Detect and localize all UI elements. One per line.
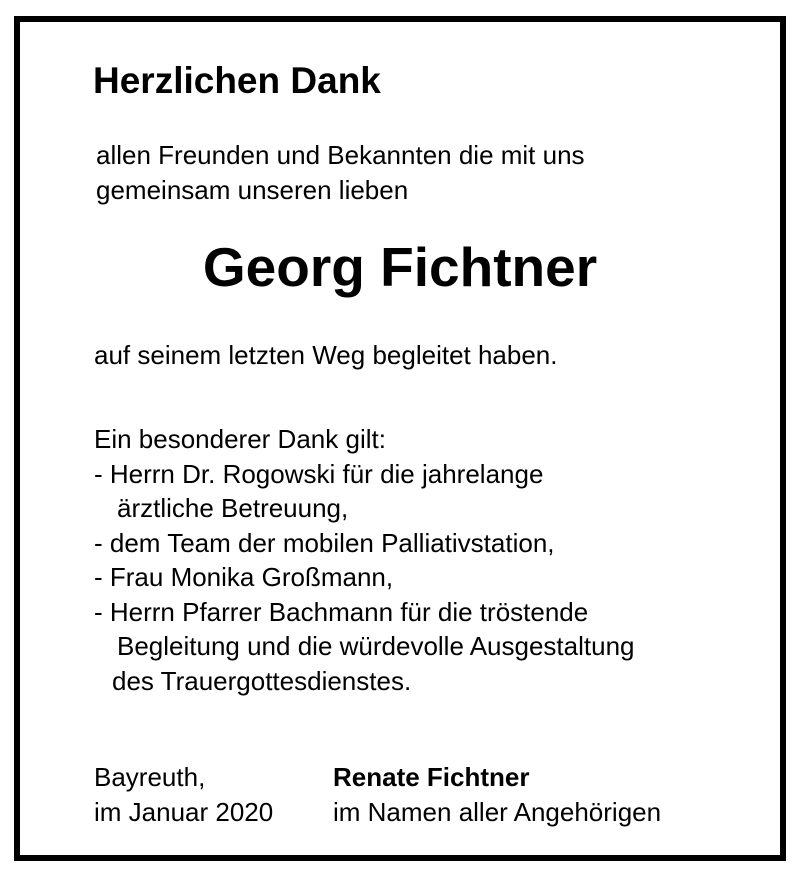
thanks-line: - Herrn Pfarrer Bachmann für die tröstende [94,596,589,627]
notice-frame [14,16,786,861]
thanks-line: des Trauergottesdienstes. [112,665,412,696]
thanks-line: ärztliche Betreuung, [117,493,349,523]
thanks-line: Begleitung und die würdevolle Ausgestaltung [117,631,635,661]
date: im Januar 2020 [94,797,274,827]
intro-text [96,138,585,208]
thanks-line: - dem Team der mobilen Palliativstation, [94,527,555,558]
thanks-line: - Frau Monika Großmann, [94,562,394,592]
thanks-heading: Ein besonderer Dank gilt: [94,424,386,454]
place-date [94,760,273,830]
place: Bayreuth, [94,762,206,792]
thanks-list [94,422,635,698]
deceased-name: Georg Fichtner [202,236,598,298]
intro-line: gemeinsam unseren lieben [96,175,409,205]
thanks-line: - Herrn Dr. Rogowski für die jahrelange [94,458,544,489]
signer-name: Renate Fichtner [333,762,530,792]
followup-text: auf seinem letzten Weg begleitet haben. [94,340,558,370]
notice-title: Herzlichen Dank [93,60,381,101]
signer-note: im Namen aller Angehörigen [333,797,662,827]
intro-line: allen Freunden und Bekannten die mit uns [96,140,585,170]
signature-block [333,760,661,830]
